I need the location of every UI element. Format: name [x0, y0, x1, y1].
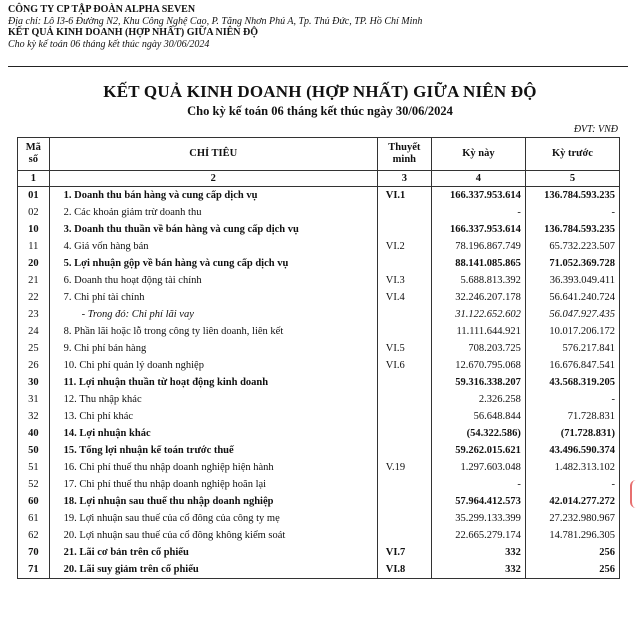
- row-item-name: 2. Các khoản giảm trừ doanh thu: [49, 204, 377, 221]
- table-body: [18, 187, 620, 579]
- row-current-value: -: [431, 476, 525, 493]
- row-code: 21: [18, 272, 50, 289]
- row-item-name: 3. Doanh thu thuần về bán hàng và cung cấp dịch vụ: [49, 221, 377, 238]
- row-note: [377, 323, 431, 340]
- row-current-value: 332: [431, 544, 525, 561]
- row-item-name: 15. Tổng lợi nhuận kế toán trước thuế: [49, 442, 377, 459]
- row-note: [377, 493, 431, 510]
- col-header-prior: Kỳ trước: [525, 138, 619, 171]
- row-current-value: 57.964.412.573: [431, 493, 525, 510]
- row-current-value: 22.665.279.174: [431, 527, 525, 544]
- row-note: [377, 374, 431, 391]
- table-row: [18, 204, 620, 221]
- row-note: VI.5: [377, 340, 431, 357]
- currency-unit: ĐVT: VNĐ: [573, 124, 618, 135]
- row-item-name: 1. Doanh thu bán hàng và cung cấp dịch vụ: [49, 187, 377, 205]
- table-row: [18, 476, 620, 493]
- row-current-value: 2.326.258: [431, 391, 525, 408]
- row-current-value: 59.316.338.207: [431, 374, 525, 391]
- row-prior-value: 43.568.319.205: [525, 374, 619, 391]
- row-prior-value: 1.482.313.102: [525, 459, 619, 476]
- row-item-name: 12. Thu nhập khác: [49, 391, 377, 408]
- row-prior-value: 56.047.927.435: [525, 306, 619, 323]
- row-item-name: 9. Chi phí bán hàng: [49, 340, 377, 357]
- row-current-value: 166.337.953.614: [431, 187, 525, 205]
- row-prior-value: 27.232.980.967: [525, 510, 619, 527]
- row-item-name: 8. Phần lãi hoặc lỗ trong công ty liên doanh, liên kết: [49, 323, 377, 340]
- header-divider: [8, 66, 628, 67]
- row-code: 50: [18, 442, 50, 459]
- row-note: [377, 442, 431, 459]
- row-item-name: 13. Chi phí khác: [49, 408, 377, 425]
- row-code: 24: [18, 323, 50, 340]
- row-code: 31: [18, 391, 50, 408]
- row-prior-value: -: [525, 204, 619, 221]
- row-prior-value: 14.781.296.305: [525, 527, 619, 544]
- row-code: 51: [18, 459, 50, 476]
- table-row: [18, 459, 620, 476]
- row-item-name: 20. Lãi suy giảm trên cổ phiếu: [49, 561, 377, 579]
- table-row: [18, 272, 620, 289]
- row-note: VI.6: [377, 357, 431, 374]
- col-header-note: Thuyết minh: [377, 138, 431, 171]
- row-note: VI.4: [377, 289, 431, 306]
- document-header: [8, 4, 628, 50]
- row-item-name: 5. Lợi nhuận gộp về bán hàng và cung cấp dịch vụ: [49, 255, 377, 272]
- table-row: [18, 306, 620, 323]
- row-code: 23: [18, 306, 50, 323]
- table-row: [18, 187, 620, 205]
- red-stamp-edge: [630, 480, 640, 508]
- table-row: [18, 561, 620, 579]
- row-note: [377, 221, 431, 238]
- table-row: [18, 221, 620, 238]
- row-prior-value: 256: [525, 561, 619, 579]
- row-code: 10: [18, 221, 50, 238]
- col-index: 2: [49, 171, 377, 187]
- row-code: 61: [18, 510, 50, 527]
- table-row: [18, 544, 620, 561]
- row-code: 20: [18, 255, 50, 272]
- row-item-name: 6. Doanh thu hoạt động tài chính: [49, 272, 377, 289]
- table-row: [18, 255, 620, 272]
- row-prior-value: 576.217.841: [525, 340, 619, 357]
- row-prior-value: -: [525, 476, 619, 493]
- row-current-value: 1.297.603.048: [431, 459, 525, 476]
- row-current-value: 88.141.085.865: [431, 255, 525, 272]
- row-item-name: 7. Chi phí tài chính: [49, 289, 377, 306]
- row-code: 60: [18, 493, 50, 510]
- row-prior-value: (71.728.831): [525, 425, 619, 442]
- row-current-value: 56.648.844: [431, 408, 525, 425]
- row-code: 22: [18, 289, 50, 306]
- table-row: [18, 340, 620, 357]
- row-prior-value: 10.017.206.172: [525, 323, 619, 340]
- row-note: [377, 425, 431, 442]
- row-item-name: 18. Lợi nhuận sau thuế thu nhập doanh nghiệp: [49, 493, 377, 510]
- row-code: 02: [18, 204, 50, 221]
- row-prior-value: 71.728.831: [525, 408, 619, 425]
- row-prior-value: 16.676.847.541: [525, 357, 619, 374]
- row-prior-value: 65.732.223.507: [525, 238, 619, 255]
- row-prior-value: 136.784.593.235: [525, 187, 619, 205]
- report-title: KẾT QUẢ KINH DOANH (HỢP NHẤT) GIỮA NIÊN ĐỘ: [103, 82, 537, 101]
- row-current-value: 12.670.795.068: [431, 357, 525, 374]
- row-code: 70: [18, 544, 50, 561]
- row-code: 30: [18, 374, 50, 391]
- row-current-value: 59.262.015.621: [431, 442, 525, 459]
- row-current-value: 32.246.207.178: [431, 289, 525, 306]
- row-prior-value: 71.052.369.728: [525, 255, 619, 272]
- col-index: 3: [377, 171, 431, 187]
- row-current-value: 332: [431, 561, 525, 579]
- table-row: [18, 408, 620, 425]
- row-note: [377, 255, 431, 272]
- row-note: [377, 510, 431, 527]
- income-statement-table: [17, 137, 620, 579]
- row-prior-value: 42.014.277.272: [525, 493, 619, 510]
- row-current-value: (54.322.586): [431, 425, 525, 442]
- row-current-value: 5.688.813.392: [431, 272, 525, 289]
- row-code: 11: [18, 238, 50, 255]
- row-note: VI.7: [377, 544, 431, 561]
- row-note: [377, 476, 431, 493]
- row-note: V.19: [377, 459, 431, 476]
- row-note: VI.2: [377, 238, 431, 255]
- table-row: [18, 391, 620, 408]
- row-note: [377, 204, 431, 221]
- row-prior-value: 136.784.593.235: [525, 221, 619, 238]
- table-row: [18, 357, 620, 374]
- company-name: CÔNG TY CP TẬP ĐOÀN ALPHA SEVEN: [8, 4, 196, 15]
- row-note: VI.1: [377, 187, 431, 205]
- row-code: 71: [18, 561, 50, 579]
- table-row: [18, 493, 620, 510]
- table-row: [18, 374, 620, 391]
- header-period: Cho kỳ kế toán 06 tháng kết thúc ngày 30/06/2024: [8, 38, 210, 50]
- col-header-current: Kỳ này: [431, 138, 525, 171]
- row-item-name: 19. Lợi nhuận sau thuế của cổ đông của công ty mẹ: [49, 510, 377, 527]
- row-current-value: 35.299.133.399: [431, 510, 525, 527]
- row-item-name: 21. Lãi cơ bản trên cổ phiếu: [49, 544, 377, 561]
- row-item-name: 17. Chi phí thuế thu nhập doanh nghiệp hoãn lại: [49, 476, 377, 493]
- table-row: [18, 510, 620, 527]
- row-code: 32: [18, 408, 50, 425]
- row-prior-value: 256: [525, 544, 619, 561]
- row-code: 01: [18, 187, 50, 205]
- table-row: [18, 442, 620, 459]
- col-index: 4: [431, 171, 525, 187]
- row-prior-value: 56.641.240.724: [525, 289, 619, 306]
- row-current-value: 708.203.725: [431, 340, 525, 357]
- row-item-name: 16. Chi phí thuế thu nhập doanh nghiệp hiện hành: [49, 459, 377, 476]
- row-prior-value: -: [525, 391, 619, 408]
- table-row: [18, 527, 620, 544]
- col-index: 1: [18, 171, 50, 187]
- row-item-name: 20. Lợi nhuận sau thuế của cổ đông không kiểm soát: [49, 527, 377, 544]
- table-row: [18, 425, 620, 442]
- row-note: [377, 391, 431, 408]
- row-current-value: 166.337.953.614: [431, 221, 525, 238]
- table-row: [18, 289, 620, 306]
- row-item-name: 10. Chi phí quản lý doanh nghiệp: [49, 357, 377, 374]
- row-code: 62: [18, 527, 50, 544]
- row-prior-value: 43.496.590.374: [525, 442, 619, 459]
- row-current-value: 31.122.652.602: [431, 306, 525, 323]
- col-header-code: Mã số: [18, 138, 50, 171]
- row-current-value: -: [431, 204, 525, 221]
- row-note: [377, 408, 431, 425]
- row-note: [377, 527, 431, 544]
- row-item-name: 4. Giá vốn hàng bán: [49, 238, 377, 255]
- row-code: 25: [18, 340, 50, 357]
- row-code: 40: [18, 425, 50, 442]
- row-item-name: 14. Lợi nhuận khác: [49, 425, 377, 442]
- row-current-value: 78.196.867.749: [431, 238, 525, 255]
- row-current-value: 11.111.644.921: [431, 323, 525, 340]
- row-code: 26: [18, 357, 50, 374]
- company-address: Địa chỉ: Lô I3-6 Đường N2, Khu Công Nghệ Cao, P. Tăng Nhơn Phú A, Tp. Thủ Đức, TP. Hồ Chí Minh: [8, 15, 423, 27]
- table-row: [18, 238, 620, 255]
- report-subtitle: Cho kỳ kế toán 06 tháng kết thúc ngày 30/06/2024: [187, 104, 453, 118]
- table-row: [18, 323, 620, 340]
- row-note: VI.3: [377, 272, 431, 289]
- row-item-name: 11. Lợi nhuận thuần từ hoạt động kinh doanh: [49, 374, 377, 391]
- row-note: VI.8: [377, 561, 431, 579]
- row-code: 52: [18, 476, 50, 493]
- row-prior-value: 36.393.049.411: [525, 272, 619, 289]
- col-header-item: CHỈ TIÊU: [49, 138, 377, 171]
- col-index: 5: [525, 171, 619, 187]
- header-report-name: KẾT QUẢ KINH DOANH (HỢP NHẤT) GIỮA NIÊN ĐỘ: [8, 27, 259, 38]
- row-note: [377, 306, 431, 323]
- row-item-name: - Trong đó: Chi phí lãi vay: [49, 306, 377, 323]
